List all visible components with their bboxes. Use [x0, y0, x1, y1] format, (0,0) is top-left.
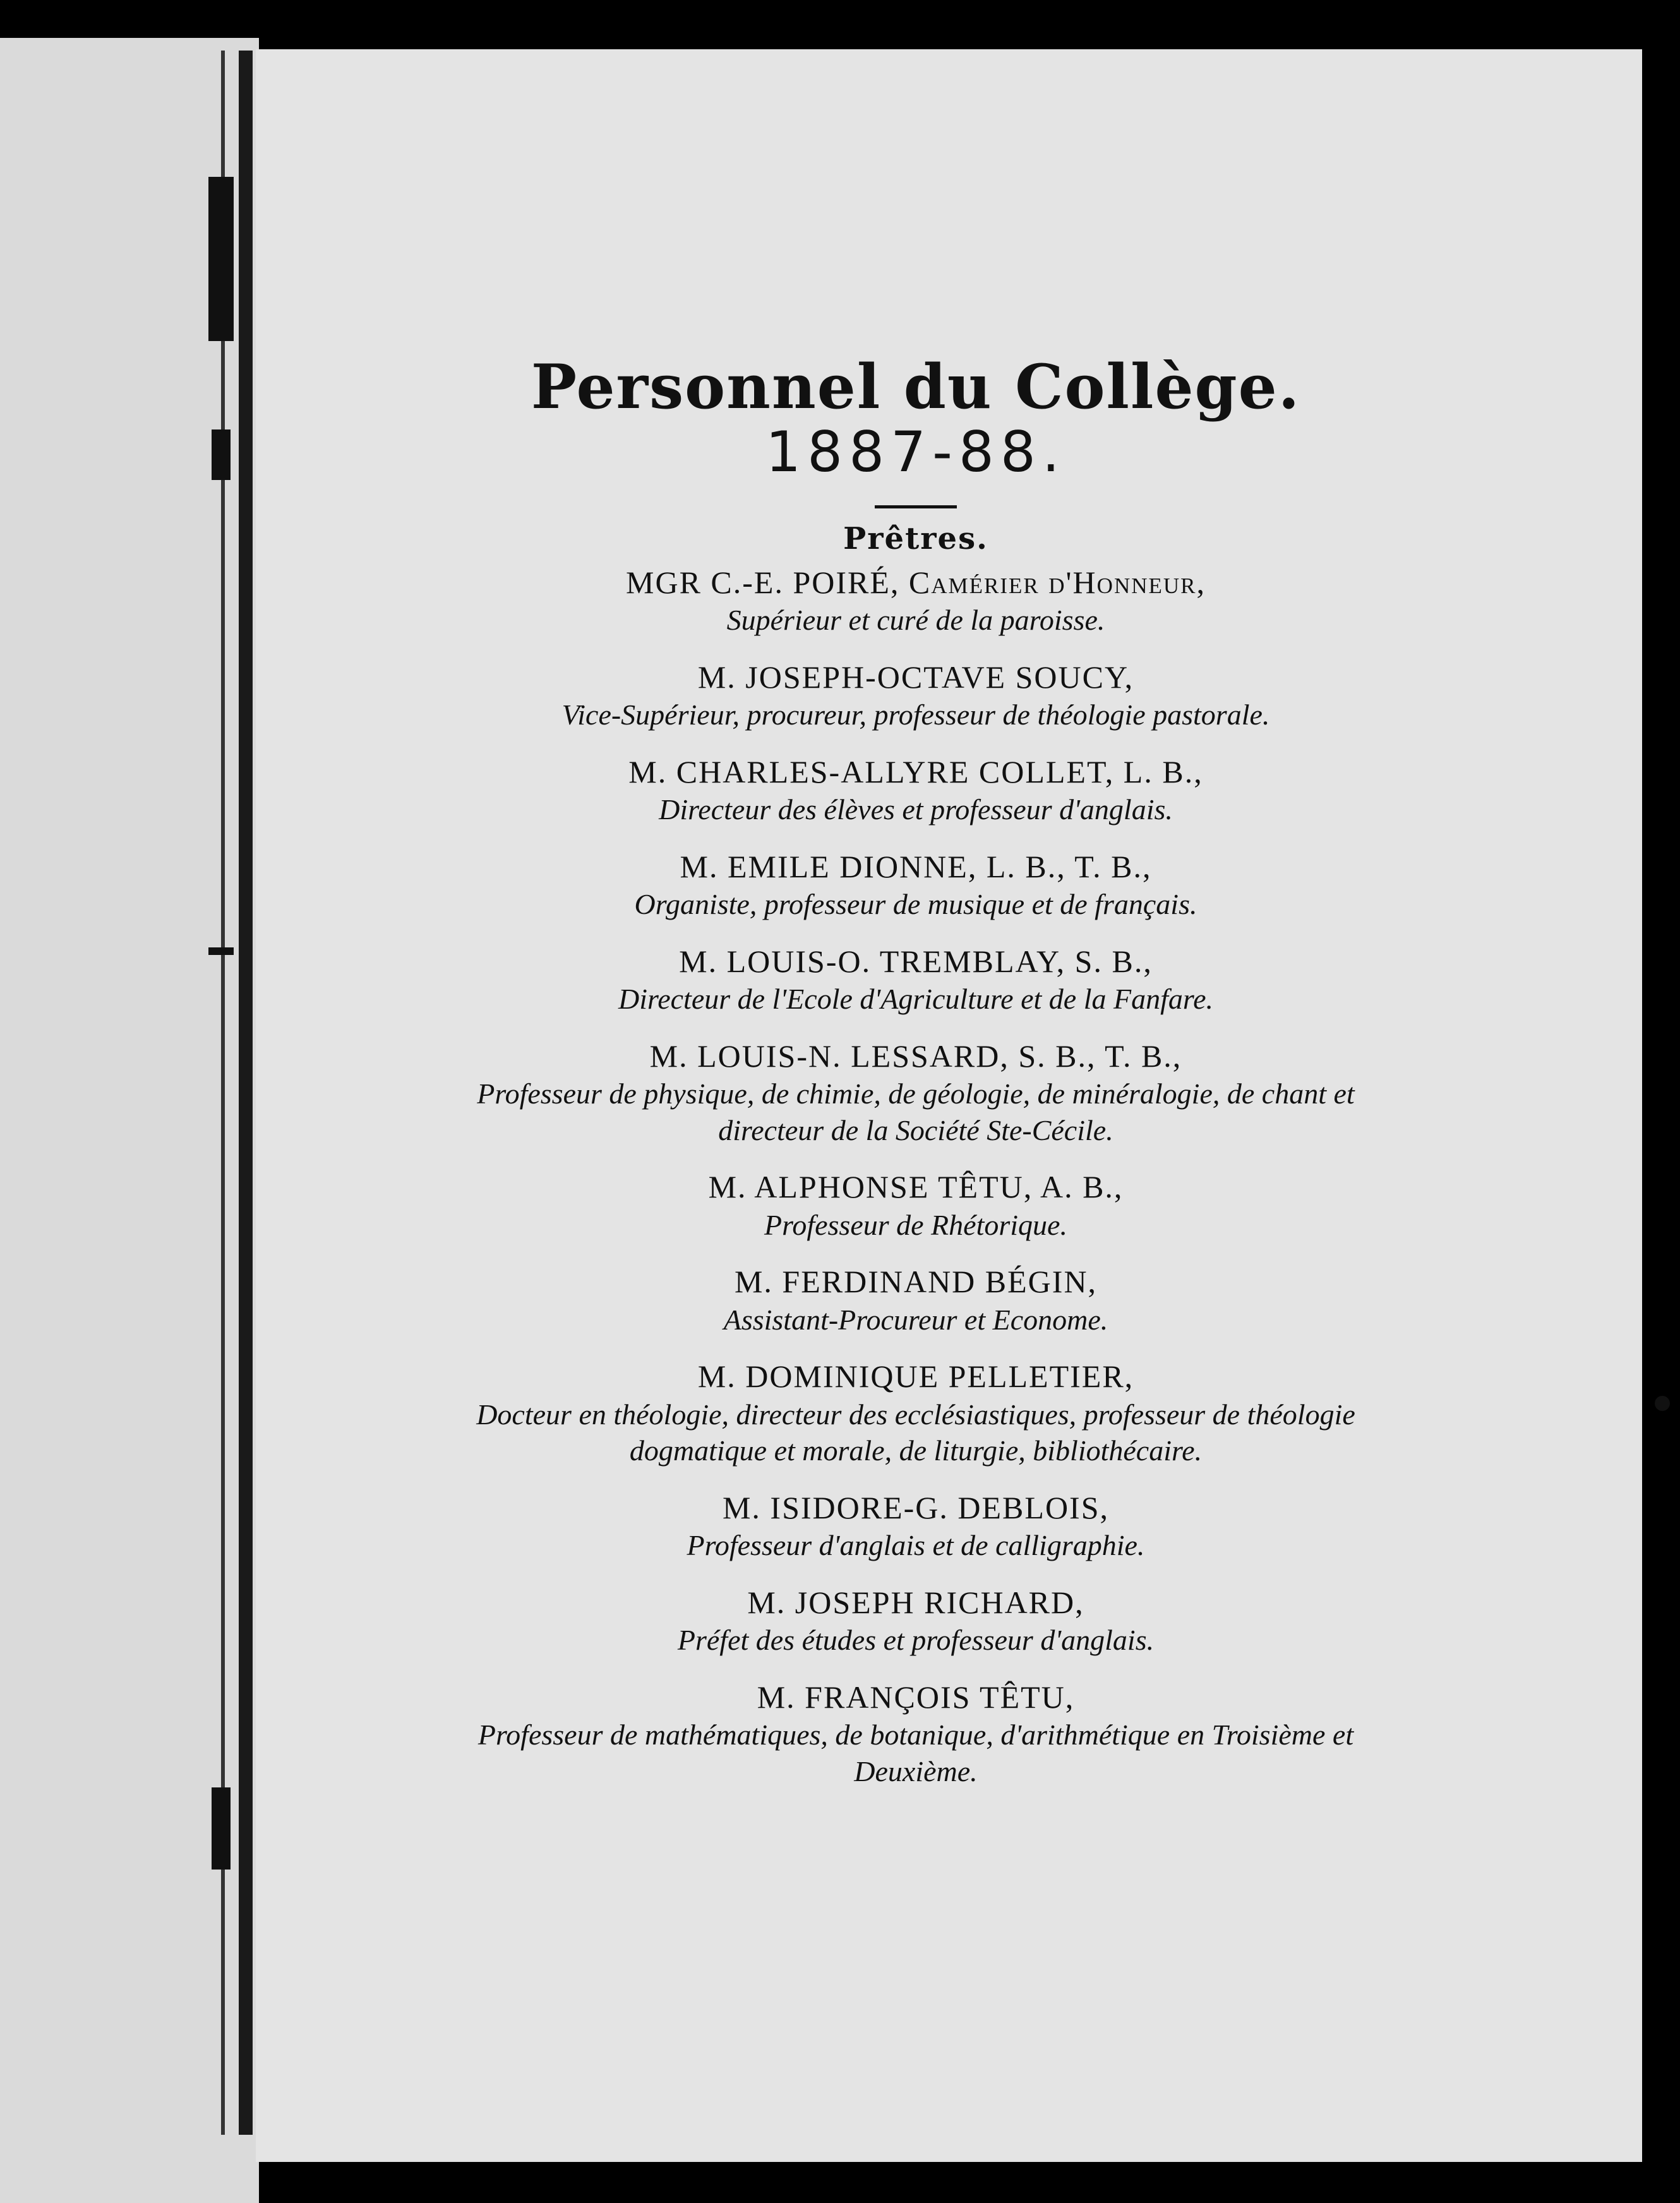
scan-mark	[212, 429, 231, 480]
staff-role: Assistant-Procureur et Econome.	[723, 1303, 1108, 1336]
staff-name: M. FRANÇOIS TÊTU,	[757, 1679, 1075, 1715]
staff-name: MGR C.-E. POIRÉ, Camérier d'Honneur,	[626, 564, 1206, 600]
staff-role: Vice-Supérieur, procureur, professeur de théologie pastorale.	[561, 699, 1270, 731]
staff-name: M. LOUIS-O. TREMBLAY, S. B.,	[679, 943, 1153, 979]
staff-entry	[442, 1488, 1389, 1564]
staff-name: M. ALPHONSE TÊTU, A. B.,	[708, 1169, 1124, 1205]
staff-role: Organiste, professeur de musique et de français.	[634, 888, 1197, 921]
left-margin-strip	[0, 38, 259, 2203]
scan-mark	[212, 1787, 231, 1870]
page-title: Personnel du Collège.	[531, 351, 1301, 423]
staff-honor: Camérier d'Honneur,	[908, 564, 1206, 600]
staff-name: M. FERDINAND BÉGIN,	[734, 1264, 1098, 1300]
document-body	[442, 351, 1389, 1808]
staff-entry	[442, 1167, 1389, 1243]
staff-name: M. JOSEPH-OCTAVE SOUCY,	[697, 659, 1134, 695]
staff-name: M. EMILE DIONNE, L. B., T. B.,	[680, 848, 1152, 884]
staff-entry	[442, 752, 1389, 828]
staff-role: Directeur de l'Ecole d'Agriculture et de la Fanfare.	[618, 983, 1213, 1016]
staff-name: M. JOSEPH RICHARD,	[747, 1584, 1084, 1620]
staff-entry	[442, 1678, 1389, 1790]
staff-name: M. LOUIS-N. LESSARD, S. B., T. B.,	[649, 1038, 1182, 1074]
binding-edge	[239, 51, 253, 2135]
staff-role: Préfet des études et professeur d'anglais.	[677, 1624, 1155, 1657]
scan-mark	[208, 947, 234, 955]
staff-entry	[442, 1262, 1389, 1338]
scan-mark	[1655, 1396, 1670, 1411]
staff-role: Professeur d'anglais et de calligraphie.	[687, 1529, 1145, 1562]
staff-role: Directeur des élèves et professeur d'anglais.	[659, 793, 1173, 826]
staff-role: Professeur de physique, de chimie, de géologie, de minéralogie, de chant et directeur de la Société Ste-Cécile.	[477, 1077, 1355, 1146]
staff-name: M. CHARLES-ALLYRE COLLET, L. B.,	[628, 753, 1203, 789]
staff-name: M. DOMINIQUE PELLETIER,	[697, 1359, 1134, 1395]
staff-entry	[442, 1036, 1389, 1149]
scan-mark	[208, 177, 234, 341]
staff-entry	[442, 847, 1389, 923]
school-year: 1887-88.	[765, 419, 1066, 484]
title-rule	[875, 505, 957, 508]
staff-entry	[442, 563, 1389, 639]
staff-role: Professeur de mathématiques, de botanique, d'arithmétique en Troisième et Deuxième.	[477, 1719, 1354, 1787]
staff-role: Professeur de Rhétorique.	[764, 1208, 1067, 1241]
staff-role: Docteur en théologie, directeur des ecclésiastiques, professeur de théologie dogmatique et morale, de liturgie, bibliothécaire.	[476, 1398, 1355, 1467]
staff-name: M. ISIDORE-G. DEBLOIS,	[722, 1489, 1110, 1525]
staff-entry	[442, 1357, 1389, 1469]
staff-entry	[442, 1583, 1389, 1659]
section-heading: Prêtres.	[843, 520, 988, 556]
staff-role: Supérieur et curé de la paroisse.	[726, 604, 1105, 637]
staff-entry	[442, 942, 1389, 1017]
staff-entry	[442, 657, 1389, 733]
